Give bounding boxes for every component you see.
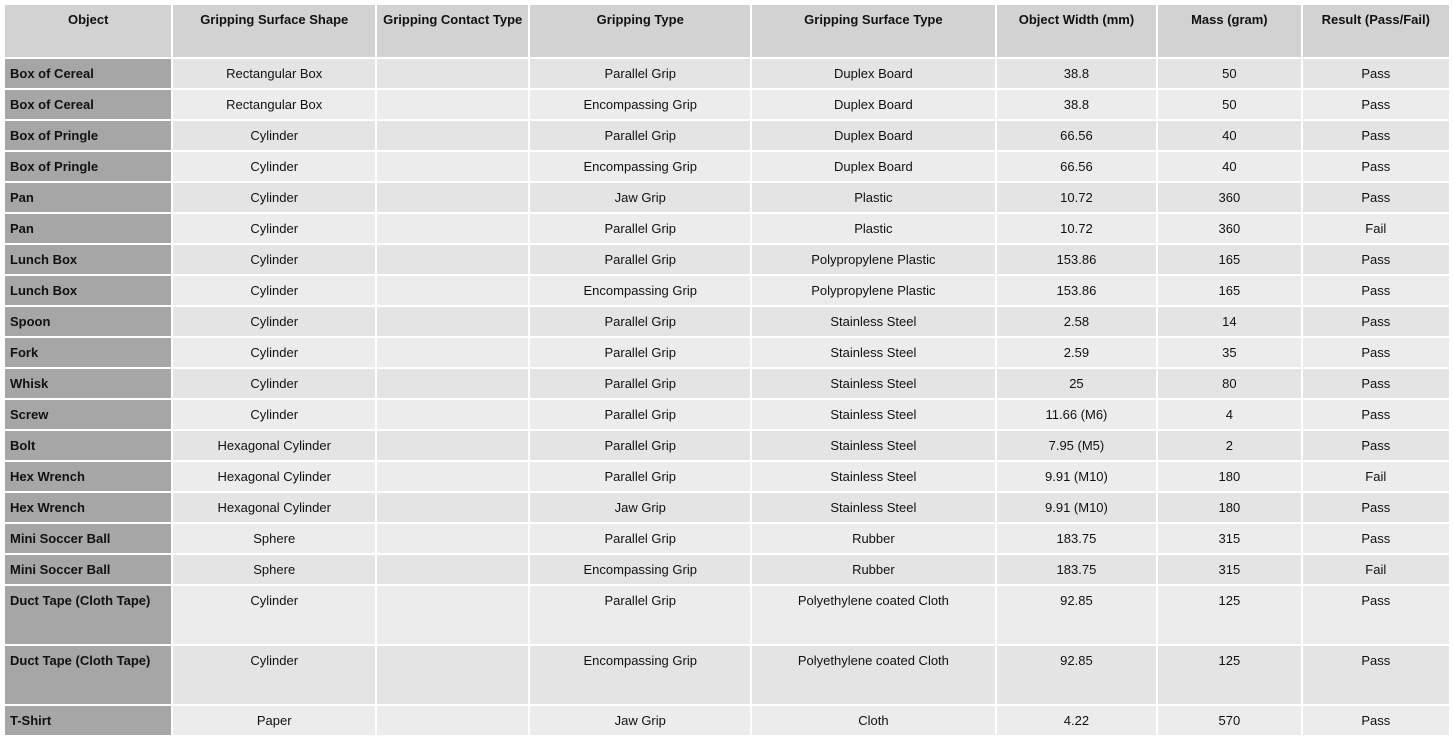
surface-shape-cell: Sphere (173, 524, 375, 553)
header-mass: Mass (gram) (1158, 5, 1300, 57)
table-row (5, 152, 1449, 181)
contact-type-cell (377, 462, 528, 491)
surface-type-cell: Stainless Steel (752, 307, 995, 336)
object-width-cell: 183.75 (997, 555, 1156, 584)
table-row (5, 59, 1449, 88)
object-cell: Box of Pringle (5, 121, 171, 150)
contact-type-cell (377, 121, 528, 150)
header-gripping-type: Gripping Type (530, 5, 750, 57)
contact-type-cell (377, 183, 528, 212)
surface-type-cell: Duplex Board (752, 90, 995, 119)
mass-cell: 165 (1158, 245, 1300, 274)
surface-shape-cell: Cylinder (173, 646, 375, 704)
object-width-cell: 66.56 (997, 152, 1156, 181)
object-width-cell: 10.72 (997, 183, 1156, 212)
result-cell: Pass (1303, 152, 1449, 181)
result-cell: Pass (1303, 245, 1449, 274)
table-row (5, 462, 1449, 491)
surface-type-cell: Stainless Steel (752, 431, 995, 460)
contact-type-cell (377, 369, 528, 398)
object-width-cell: 153.86 (997, 245, 1156, 274)
surface-type-cell: Rubber (752, 555, 995, 584)
surface-shape-cell: Rectangular Box (173, 59, 375, 88)
table-row (5, 555, 1449, 584)
object-width-cell: 92.85 (997, 586, 1156, 644)
gripping-type-cell: Jaw Grip (530, 706, 750, 735)
mass-cell: 40 (1158, 152, 1300, 181)
surface-type-cell: Stainless Steel (752, 338, 995, 367)
table-row (5, 276, 1449, 305)
surface-shape-cell: Cylinder (173, 245, 375, 274)
gripping-type-cell: Parallel Grip (530, 462, 750, 491)
mass-cell: 360 (1158, 183, 1300, 212)
header-gripping-surface-type: Gripping Surface Type (752, 5, 995, 57)
result-cell: Pass (1303, 183, 1449, 212)
surface-type-cell: Duplex Board (752, 152, 995, 181)
object-cell: Fork (5, 338, 171, 367)
object-cell: Lunch Box (5, 245, 171, 274)
mass-cell: 2 (1158, 431, 1300, 460)
result-cell: Fail (1303, 214, 1449, 243)
result-cell: Pass (1303, 646, 1449, 704)
surface-type-cell: Duplex Board (752, 121, 995, 150)
result-cell: Pass (1303, 369, 1449, 398)
result-cell: Fail (1303, 462, 1449, 491)
mass-cell: 165 (1158, 276, 1300, 305)
surface-shape-cell: Cylinder (173, 121, 375, 150)
contact-type-cell (377, 431, 528, 460)
header-row (5, 5, 1449, 57)
object-width-cell: 92.85 (997, 646, 1156, 704)
result-cell: Pass (1303, 59, 1449, 88)
surface-shape-cell: Cylinder (173, 586, 375, 644)
surface-type-cell: Stainless Steel (752, 369, 995, 398)
header-object: Object (5, 5, 171, 57)
mass-cell: 180 (1158, 462, 1300, 491)
result-cell: Pass (1303, 400, 1449, 429)
object-cell: Mini Soccer Ball (5, 524, 171, 553)
contact-type-cell (377, 152, 528, 181)
surface-shape-cell: Rectangular Box (173, 90, 375, 119)
table-row (5, 586, 1449, 644)
table-row (5, 90, 1449, 119)
mass-cell: 14 (1158, 307, 1300, 336)
gripping-type-cell: Encompassing Grip (530, 90, 750, 119)
surface-type-cell: Stainless Steel (752, 400, 995, 429)
gripping-type-cell: Encompassing Grip (530, 555, 750, 584)
object-width-cell: 183.75 (997, 524, 1156, 553)
object-cell: Spoon (5, 307, 171, 336)
object-cell: Box of Cereal (5, 59, 171, 88)
header-gripping-surface-shape: Gripping Surface Shape (173, 5, 375, 57)
contact-type-cell (377, 307, 528, 336)
surface-type-cell: Duplex Board (752, 59, 995, 88)
header-result: Result (Pass/Fail) (1303, 5, 1449, 57)
result-cell: Pass (1303, 524, 1449, 553)
gripping-type-cell: Parallel Grip (530, 431, 750, 460)
gripping-type-cell: Parallel Grip (530, 307, 750, 336)
surface-shape-cell: Sphere (173, 555, 375, 584)
gripping-type-cell: Parallel Grip (530, 586, 750, 644)
gripping-type-cell: Parallel Grip (530, 245, 750, 274)
object-cell: Pan (5, 214, 171, 243)
object-width-cell: 2.58 (997, 307, 1156, 336)
object-width-cell: 9.91 (M10) (997, 462, 1156, 491)
result-cell: Pass (1303, 121, 1449, 150)
table-row (5, 524, 1449, 553)
object-width-cell: 66.56 (997, 121, 1156, 150)
gripping-type-cell: Parallel Grip (530, 400, 750, 429)
surface-shape-cell: Hexagonal Cylinder (173, 462, 375, 491)
surface-shape-cell: Cylinder (173, 369, 375, 398)
gripping-type-cell: Encompassing Grip (530, 152, 750, 181)
result-cell: Pass (1303, 706, 1449, 735)
object-cell: T-Shirt (5, 706, 171, 735)
object-cell: Lunch Box (5, 276, 171, 305)
gripping-type-cell: Parallel Grip (530, 59, 750, 88)
surface-shape-cell: Hexagonal Cylinder (173, 493, 375, 522)
gripping-type-cell: Jaw Grip (530, 183, 750, 212)
table-body (5, 59, 1449, 735)
mass-cell: 35 (1158, 338, 1300, 367)
surface-shape-cell: Cylinder (173, 400, 375, 429)
gripping-test-table (3, 3, 1451, 737)
object-cell: Hex Wrench (5, 462, 171, 491)
contact-type-cell (377, 338, 528, 367)
table-row (5, 706, 1449, 735)
gripping-type-cell: Parallel Grip (530, 338, 750, 367)
surface-type-cell: Stainless Steel (752, 462, 995, 491)
mass-cell: 125 (1158, 586, 1300, 644)
mass-cell: 50 (1158, 90, 1300, 119)
object-cell: Whisk (5, 369, 171, 398)
object-cell: Hex Wrench (5, 493, 171, 522)
surface-shape-cell: Cylinder (173, 152, 375, 181)
surface-shape-cell: Cylinder (173, 338, 375, 367)
mass-cell: 40 (1158, 121, 1300, 150)
contact-type-cell (377, 646, 528, 704)
mass-cell: 125 (1158, 646, 1300, 704)
gripping-type-cell: Parallel Grip (530, 121, 750, 150)
contact-type-cell (377, 90, 528, 119)
surface-shape-cell: Cylinder (173, 183, 375, 212)
object-cell: Bolt (5, 431, 171, 460)
surface-type-cell: Plastic (752, 214, 995, 243)
table-row (5, 493, 1449, 522)
surface-type-cell: Cloth (752, 706, 995, 735)
object-width-cell: 10.72 (997, 214, 1156, 243)
result-cell: Pass (1303, 431, 1449, 460)
mass-cell: 4 (1158, 400, 1300, 429)
result-cell: Pass (1303, 338, 1449, 367)
mass-cell: 315 (1158, 524, 1300, 553)
object-width-cell: 7.95 (M5) (997, 431, 1156, 460)
object-width-cell: 38.8 (997, 90, 1156, 119)
gripping-type-cell: Parallel Grip (530, 214, 750, 243)
object-width-cell: 11.66 (M6) (997, 400, 1156, 429)
table-row (5, 245, 1449, 274)
table-row (5, 307, 1449, 336)
result-cell: Pass (1303, 493, 1449, 522)
table-row (5, 183, 1449, 212)
mass-cell: 570 (1158, 706, 1300, 735)
object-cell: Screw (5, 400, 171, 429)
gripping-type-cell: Encompassing Grip (530, 276, 750, 305)
contact-type-cell (377, 245, 528, 274)
mass-cell: 180 (1158, 493, 1300, 522)
table-row (5, 369, 1449, 398)
surface-shape-cell: Cylinder (173, 214, 375, 243)
header-object-width: Object Width (mm) (997, 5, 1156, 57)
table-row (5, 646, 1449, 704)
header-gripping-contact-type: Gripping Contact Type (377, 5, 528, 57)
surface-shape-cell: Cylinder (173, 307, 375, 336)
contact-type-cell (377, 586, 528, 644)
result-cell: Pass (1303, 586, 1449, 644)
contact-type-cell (377, 59, 528, 88)
object-width-cell: 9.91 (M10) (997, 493, 1156, 522)
surface-type-cell: Stainless Steel (752, 493, 995, 522)
object-width-cell: 153.86 (997, 276, 1156, 305)
surface-type-cell: Polyethylene coated Cloth (752, 586, 995, 644)
mass-cell: 80 (1158, 369, 1300, 398)
object-cell: Pan (5, 183, 171, 212)
result-cell: Pass (1303, 307, 1449, 336)
object-cell: Duct Tape (Cloth Tape) (5, 646, 171, 704)
contact-type-cell (377, 493, 528, 522)
gripping-type-cell: Encompassing Grip (530, 646, 750, 704)
mass-cell: 360 (1158, 214, 1300, 243)
contact-type-cell (377, 706, 528, 735)
surface-shape-cell: Hexagonal Cylinder (173, 431, 375, 460)
surface-shape-cell: Cylinder (173, 276, 375, 305)
object-width-cell: 38.8 (997, 59, 1156, 88)
surface-type-cell: Polypropylene Plastic (752, 245, 995, 274)
object-width-cell: 2.59 (997, 338, 1156, 367)
contact-type-cell (377, 214, 528, 243)
gripping-type-cell: Parallel Grip (530, 524, 750, 553)
surface-type-cell: Polypropylene Plastic (752, 276, 995, 305)
table-row (5, 338, 1449, 367)
mass-cell: 315 (1158, 555, 1300, 584)
surface-type-cell: Rubber (752, 524, 995, 553)
surface-type-cell: Plastic (752, 183, 995, 212)
gripping-type-cell: Parallel Grip (530, 369, 750, 398)
table-row (5, 431, 1449, 460)
object-cell: Duct Tape (Cloth Tape) (5, 586, 171, 644)
mass-cell: 50 (1158, 59, 1300, 88)
result-cell: Pass (1303, 276, 1449, 305)
object-width-cell: 4.22 (997, 706, 1156, 735)
table-row (5, 400, 1449, 429)
result-cell: Fail (1303, 555, 1449, 584)
table-row (5, 214, 1449, 243)
contact-type-cell (377, 555, 528, 584)
contact-type-cell (377, 524, 528, 553)
object-cell: Mini Soccer Ball (5, 555, 171, 584)
surface-type-cell: Polyethylene coated Cloth (752, 646, 995, 704)
object-cell: Box of Pringle (5, 152, 171, 181)
table-row (5, 121, 1449, 150)
object-width-cell: 25 (997, 369, 1156, 398)
result-cell: Pass (1303, 90, 1449, 119)
contact-type-cell (377, 400, 528, 429)
gripping-type-cell: Jaw Grip (530, 493, 750, 522)
gripping-test-table-container (5, 5, 1453, 737)
object-cell: Box of Cereal (5, 90, 171, 119)
surface-shape-cell: Paper (173, 706, 375, 735)
contact-type-cell (377, 276, 528, 305)
